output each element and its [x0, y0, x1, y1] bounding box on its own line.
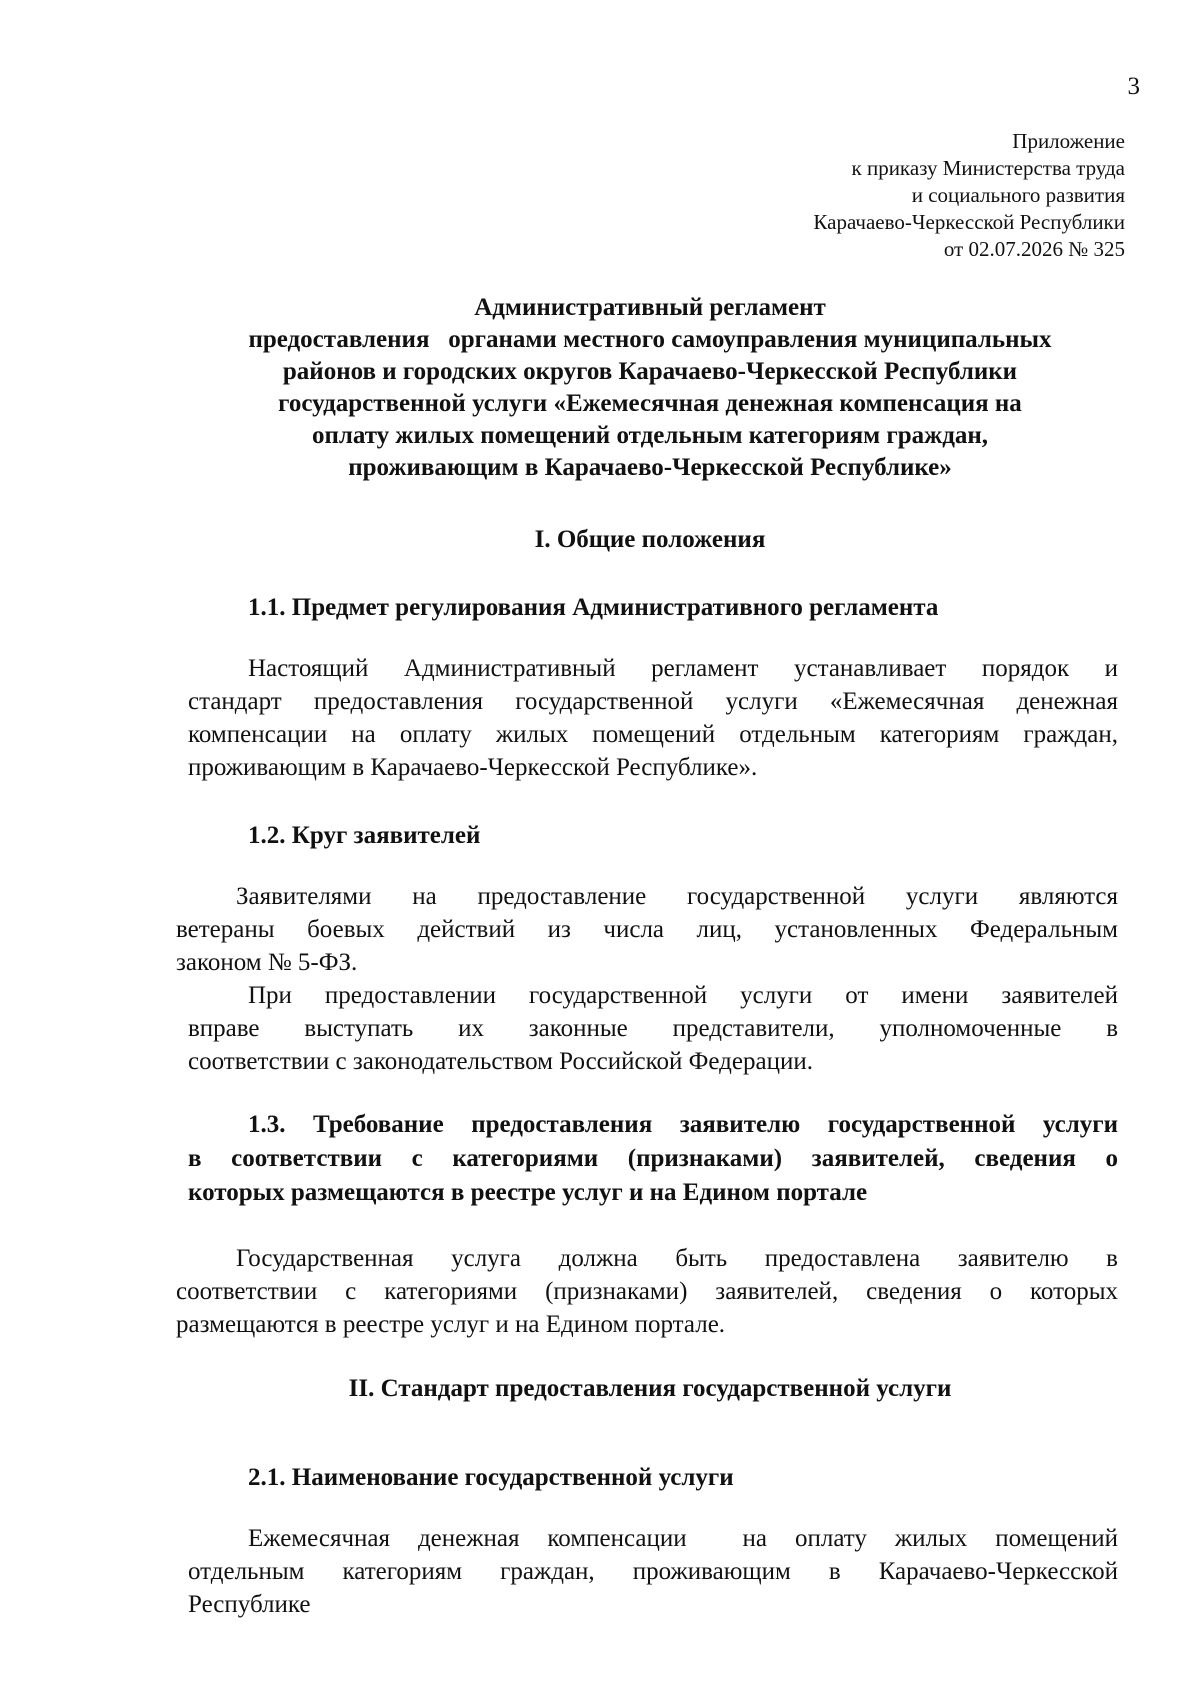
title-line: государственной услуги «Ежемесячная денежная компенсация на	[278, 390, 1022, 417]
text-line: отдельным категориям граждан, проживающим в Карачаево-Черкесской	[188, 1558, 1118, 1585]
heading-line: 1.3. Требование предоставления заявителю государственной услуги	[248, 1111, 1118, 1138]
appendix-block	[605, 128, 1125, 263]
text-line: Ежемесячная денежная компенсации на оплату жилых помещений	[248, 1525, 1118, 1552]
text-line: вправе выступать их законные представители, уполномоченные в	[188, 1015, 1118, 1042]
page-number: 3	[1127, 73, 1140, 100]
appendix-line: и социального развития	[911, 183, 1125, 207]
text-line: соответствии с категориями (признаками) заявителей, сведения о которых	[176, 1278, 1118, 1305]
subsection-heading-2-1: 2.1. Наименование государственной услуги	[248, 1464, 734, 1491]
title-line: оплату жилых помещений отдельным категориям граждан,	[311, 422, 989, 449]
title-line: районов и городских округов Карачаево-Черкесской Республики	[282, 358, 1018, 385]
heading-line: в соответствии с категориями (признаками) заявителей, сведения о	[188, 1145, 1118, 1172]
text-line: Заявителями на предоставление государственной услуги являются	[236, 883, 1118, 910]
title-line: проживающим в Карачаево-Черкесской Республике»	[348, 454, 952, 481]
text-line: размещаются в реестре услуг и на Едином портале.	[176, 1311, 726, 1338]
text-line: законом № 5-ФЗ.	[176, 949, 358, 976]
title-line: предоставления органами местного самоуправления муниципальных	[248, 326, 1052, 353]
section-heading-service-standard: II. Стандарт предоставления государственной услуги	[348, 1375, 952, 1402]
paragraph-2-1	[188, 1522, 1118, 1621]
subsection-heading-1-2: 1.2. Круг заявителей	[248, 822, 481, 849]
appendix-line: Карачаево-Черкесской Республики	[813, 210, 1125, 234]
text-line: При предоставлении государственной услуги от имени заявителей	[248, 982, 1118, 1009]
paragraph-1-1	[188, 652, 1118, 784]
subsection-heading-1-3	[188, 1108, 1118, 1210]
heading-line: которых размещаются в реестре услуг и на Едином портале	[188, 1179, 868, 1206]
text-line: Настоящий Административный регламент устанавливает порядок и	[248, 655, 1118, 682]
appendix-line: от 02.07.2026 № 325	[943, 237, 1125, 261]
subsection-heading-1-1: 1.1. Предмет регулирования Административного регламента	[248, 594, 939, 621]
text-line: ветераны боевых действий из числа лиц, установленных Федеральным	[176, 916, 1118, 943]
text-line: стандарт предоставления государственной услуги «Ежемесячная денежная	[188, 688, 1118, 715]
section-heading-general-provisions: I. Общие положения	[534, 526, 766, 553]
paragraph-1-2-a	[176, 880, 1118, 979]
paragraph-1-3	[176, 1242, 1118, 1341]
text-line: Государственная услуга должна быть предоставлена заявителю в	[236, 1245, 1118, 1272]
text-line: компенсации на оплату жилых помещений отдельным категориям граждан,	[188, 721, 1118, 748]
text-line: соответствии с законодательством Российской Федерации.	[188, 1048, 813, 1075]
text-line: проживающим в Карачаево-Черкесской Республике».	[188, 754, 758, 781]
text-line: Республике	[188, 1591, 311, 1618]
appendix-line: к приказу Министерства труда	[851, 156, 1125, 180]
document-title	[170, 292, 1130, 484]
paragraph-1-2-b	[188, 979, 1118, 1078]
title-line: Административный регламент	[474, 294, 826, 321]
appendix-line: Приложение	[1012, 129, 1125, 153]
